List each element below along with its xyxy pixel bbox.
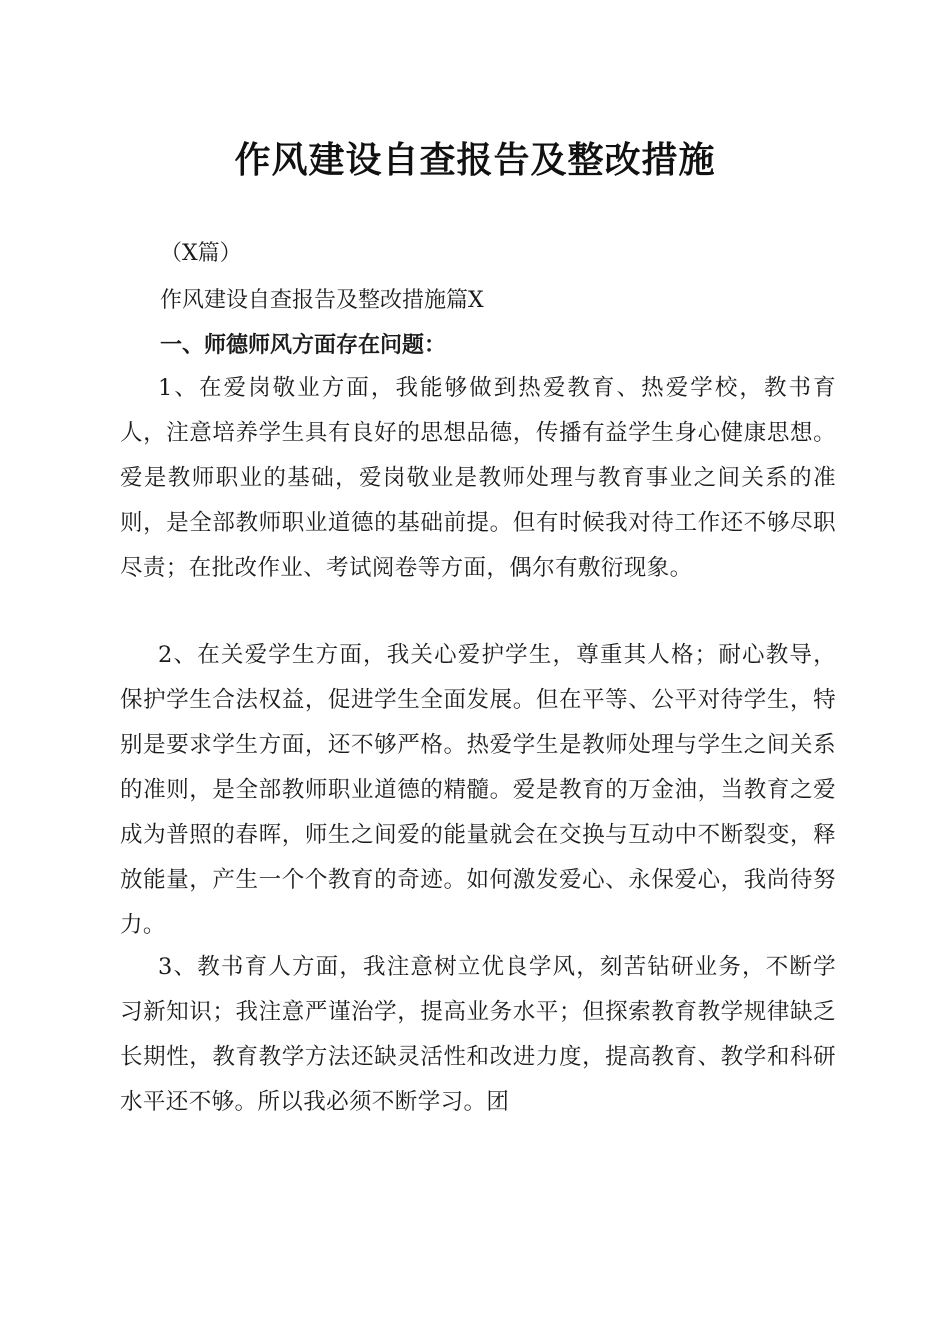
paragraph-1: 1、在爱岗敬业方面，我能够做到热爱教育、热爱学校，教书育人，注意培养学生具有良好的思想品德，传播有益学生身心健康思想。爱是教师职业的基础，爱岗敬业是教师处理与教育事业之间关系的准则，是全部教师职业道德的基础前提。但有时候我对待工作还不够尽职尽责；在批改作业、考试阅卷等方面，偶尔有敷衍现象。 — [120, 375, 836, 581]
edition-label: （X篇） — [160, 241, 242, 266]
section-heading: 一、师德师风方面存在问题： — [160, 333, 447, 358]
document-subtitle: 作风建设自查报告及整改措施篇X — [160, 288, 484, 313]
document-title: 作风建设自查报告及整改措施 — [234, 139, 716, 181]
paragraph-2: 2、在关爱学生方面，我关心爱护学生，尊重其人格；耐心教导，保护学生合法权益，促进学生全面发展。但在平等、公平对待学生，特别是要求学生方面，还不够严格。热爱学生是教师处理与学生之间关系的准则，是全部教师职业道德的精髓。爱是教育的万金油，当教育之爱成为普照的春晖，师生之间爱的能量就会在交换与互动中不断裂变，释放能量，产生一个个教育的奇迹。如何激发爱心、永保爱心，我尚待努力。 — [120, 642, 836, 938]
paragraph-3: 3、教书育人方面，我注意树立优良学风，刻苦钻研业务，不断学习新知识；我注意严谨治学，提高业务水平；但探索教育教学规律缺乏长期性，教育教学方法还缺灵活性和改进力度，提高教育、教学和科研水平还不够。所以我必须不断学习。团 — [120, 954, 836, 1115]
